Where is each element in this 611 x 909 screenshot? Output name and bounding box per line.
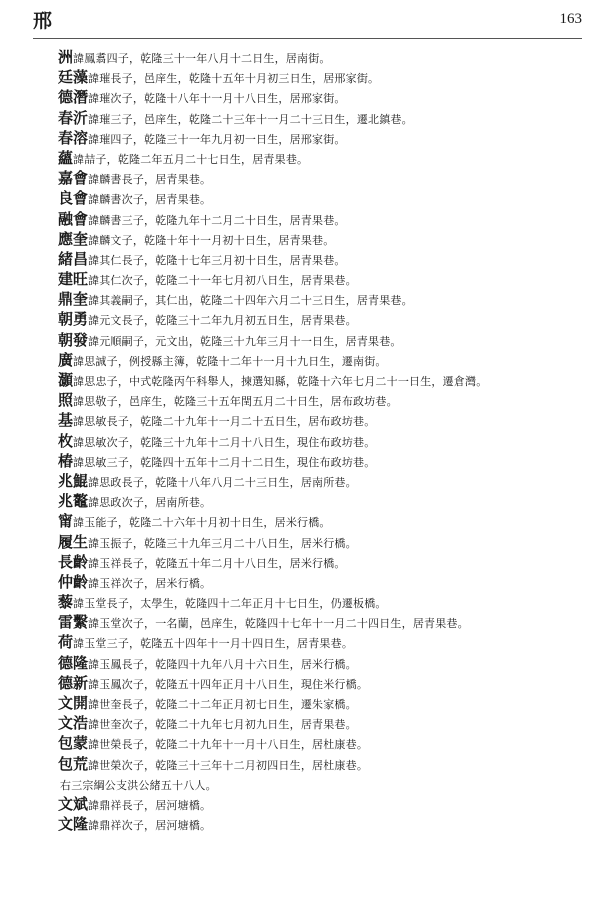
genealogy-entry: [58, 693, 598, 713]
entry-name: 長齡: [58, 552, 89, 571]
entry-detail: 諱鼎祥次子，居河塘橋。: [88, 819, 212, 833]
entry-name: 德潛: [58, 88, 89, 107]
entry-name: 荷: [58, 633, 74, 652]
entry-detail: 諱元文長子，乾隆三十二年九月初五日生，居青果巷。: [88, 314, 357, 328]
genealogy-entry: [58, 209, 598, 229]
entry-detail: 諱玉鳳次子，乾隆五十四年正月十八日生，現住米行橋。: [88, 677, 369, 691]
genealogy-entry: [58, 552, 598, 572]
entry-detail: 諱思政長子，乾隆十八年八月二十三日生，居南所巷。: [88, 475, 357, 489]
genealogy-entry: [58, 289, 598, 309]
entry-detail: 諱玉堂次子，一名蘭，邑庠生，乾隆四十七年十一月二十四日生，居青果巷。: [88, 617, 469, 631]
genealogy-entry: [58, 471, 598, 491]
entry-detail: 諱鳳翥四子，乾隆三十一年八月十二日生，居南街。: [73, 52, 331, 65]
genealogy-entry: [58, 128, 598, 148]
genealogy-entry: [58, 410, 598, 430]
entry-name: 包蒙: [58, 734, 89, 753]
entry-detail: 諱玉堂長子，太學生，乾隆四十二年正月十七日生，仍遷板橋。: [73, 597, 387, 611]
entry-detail: 諱思敬子，邑庠生，乾隆三十五年閏五月二十日生，居布政坊巷。: [73, 395, 398, 409]
genealogy-entry: [58, 431, 598, 451]
entry-name: 椿: [58, 451, 74, 470]
entry-detail: 諱思誠子，例授縣主簿，乾隆十二年十一月十九日生，遷南街。: [73, 354, 387, 368]
genealogy-entry: [58, 390, 598, 410]
genealogy-entry: [58, 653, 598, 673]
genealogy-entry: [58, 794, 598, 814]
entry-detail: 諱世榮次子，乾隆三十三年十二月初四日生，居杜康巷。: [88, 758, 369, 772]
genealogy-entry: [58, 592, 598, 612]
genealogy-entry: [58, 814, 598, 834]
surname-heading: 邢: [33, 10, 53, 32]
entry-name: 春溶: [58, 128, 89, 147]
entry-detail: 諱玉祥次子，居米行橋。: [88, 576, 212, 590]
entry-detail: 諱喆子，乾隆二年五月二十七日生，居青果巷。: [73, 152, 309, 166]
page-number: 163: [559, 11, 582, 27]
entry-name: 照: [58, 391, 74, 410]
entry-detail: 諱玉振子，乾隆三十九年三月二十八日生，居米行橋。: [88, 536, 357, 550]
entry-detail: 諱麟書長子，居青果巷。: [88, 173, 212, 187]
entry-name: 德隆: [58, 653, 89, 672]
entry-name: 兆鯤: [58, 471, 89, 490]
entry-detail: 諱玉能子，乾隆二十六年十月初十日生，居米行橋。: [73, 516, 331, 530]
genealogy-entry: [58, 754, 598, 774]
entry-name: 文斌: [58, 794, 89, 813]
entry-name: 文隆: [58, 815, 89, 834]
entry-detail: 諱元順嗣子，元文出，乾隆三十九年三月十一日生，居青果巷。: [88, 334, 402, 348]
entry-name: 洲: [58, 48, 74, 66]
entry-detail: 諱玉堂三子，乾隆五十四年十一月十四日生，居青果巷。: [73, 637, 354, 651]
genealogy-entry: [58, 532, 598, 552]
entry-name: 建旺: [58, 270, 89, 289]
entry-detail: 諱思敏長子，乾隆二十九年十一月二十五日生，居布政坊巷。: [73, 415, 376, 429]
entry-detail: 諱麟書次子，居青果巷。: [88, 193, 212, 207]
entry-detail: 諱其義嗣子，其仁出，乾隆二十四年六月二十三日生，居青果巷。: [88, 294, 413, 308]
genealogy-entry: [58, 188, 598, 208]
genealogy-entry: [58, 612, 598, 632]
entry-name: 藜: [58, 593, 74, 612]
page-header: [0, 0, 611, 40]
genealogy-entry: [58, 108, 598, 128]
entry-name: 良會: [58, 189, 89, 208]
entry-name: 春沂: [58, 108, 89, 127]
genealogy-entry: [58, 733, 598, 753]
entry-detail: 諱璀次子，乾隆十八年十一月十八日生，居邢家街。: [88, 92, 346, 106]
entry-name: 兆鼇: [58, 492, 89, 511]
header-divider: [33, 38, 582, 39]
entry-name: 枚: [58, 431, 74, 450]
genealogy-entry: [58, 511, 598, 531]
entry-name: 朝發: [58, 330, 89, 349]
entry-name: 嘉會: [58, 169, 89, 188]
genealogy-entry: [58, 47, 598, 67]
entry-name: 融會: [58, 209, 89, 228]
entry-detail: 諱玉祥長子，乾隆五十年二月十八日生，居米行橋。: [88, 556, 346, 570]
genealogy-entry-list: [58, 47, 598, 834]
entry-name: 文浩: [58, 714, 89, 733]
entry-detail: 諱其仁次子，乾隆二十一年七月初八日生，居青果巷。: [88, 274, 357, 288]
entry-detail: 諱璀三子，邑庠生，乾隆二十三年十一月二十三日生，遷北鎮巷。: [88, 112, 413, 126]
genealogy-entry: [58, 713, 598, 733]
genealogy-entry: [58, 87, 598, 107]
entry-name: 緒昌: [58, 249, 89, 268]
entry-name: 德新: [58, 673, 89, 692]
entry-name: 文開: [58, 694, 89, 712]
genealogy-entry: [58, 229, 598, 249]
genealogy-entry: [58, 350, 598, 370]
genealogy-entry: [58, 330, 598, 350]
entry-detail: 諱思敏三子，乾隆四十五年十二月十二日生，現住布政坊巷。: [73, 455, 376, 469]
entry-detail: 諱世榮長子，乾隆二十九年十一月十八日生，居杜康巷。: [88, 738, 369, 752]
genealogy-entry: [58, 491, 598, 511]
genealogy-entry: [58, 370, 598, 390]
entry-name: 灝: [58, 371, 74, 389]
entry-detail: 諱世奎長子，乾隆二十二年正月初七日生，遷朱家橋。: [88, 698, 357, 711]
section-summary-note: [58, 774, 598, 794]
entry-name: 履生: [58, 532, 89, 551]
entry-name: 鼎奎: [58, 290, 89, 309]
genealogy-entry: [58, 451, 598, 471]
entry-detail: 諱璀長子，邑庠生，乾隆十五年十月初三日生，居邢家街。: [88, 72, 380, 86]
entry-detail: 諱麟書三子，乾隆九年十二月二十日生，居青果巷。: [88, 213, 346, 227]
genealogy-entry: [58, 309, 598, 329]
entry-name: 蘊: [58, 148, 74, 167]
genealogy-entry: [58, 148, 598, 168]
genealogy-entry: [58, 269, 598, 289]
entry-name: 廣: [58, 350, 74, 369]
genealogy-entry: [58, 249, 598, 269]
entry-detail: 諱鼎祥長子，居河塘橋。: [88, 798, 212, 812]
entry-detail: 諱思敏次子，乾隆三十九年十二月十八日生，現住布政坊巷。: [73, 435, 376, 449]
genealogy-entry: [58, 673, 598, 693]
entry-name: 基: [58, 411, 74, 430]
entry-name: 雷繫: [58, 613, 89, 632]
entry-name: 包荒: [58, 754, 89, 773]
genealogy-entry: [58, 572, 598, 592]
genealogy-entry: [58, 632, 598, 652]
entry-detail: 諱其仁長子，乾隆十七年三月初十日生，居青果巷。: [88, 253, 346, 267]
entry-detail: 諱玉鳳長子，乾隆四十九年八月十六日生，居米行橋。: [88, 657, 357, 671]
entry-detail: 諱璀四子，乾隆三十一年九月初一日生，居邢家街。: [88, 132, 346, 146]
entry-detail: 諱思政次子，居南所巷。: [88, 496, 212, 510]
entry-detail: 諱思忠子，中式乾隆丙午科舉人，揀選知縣，乾隆十六年七月二十一日生，遷倉灣。: [73, 375, 488, 388]
entry-name: 仲齡: [58, 572, 89, 591]
genealogy-entry: [58, 67, 598, 87]
entry-name: 廷藻: [58, 68, 89, 87]
entry-detail: 諱麟文子，乾隆十年十一月初十日生，居青果巷。: [88, 233, 335, 247]
entry-name: 朝勇: [58, 310, 89, 329]
entry-name: 應奎: [58, 229, 89, 248]
entry-name: 甯: [58, 512, 74, 531]
note-text: 右三宗綱公支洪公緒五十八人。: [60, 778, 217, 792]
genealogy-entry: [58, 168, 598, 188]
entry-detail: 諱世奎次子，乾隆二十九年七月初九日生，居青果巷。: [88, 718, 357, 732]
